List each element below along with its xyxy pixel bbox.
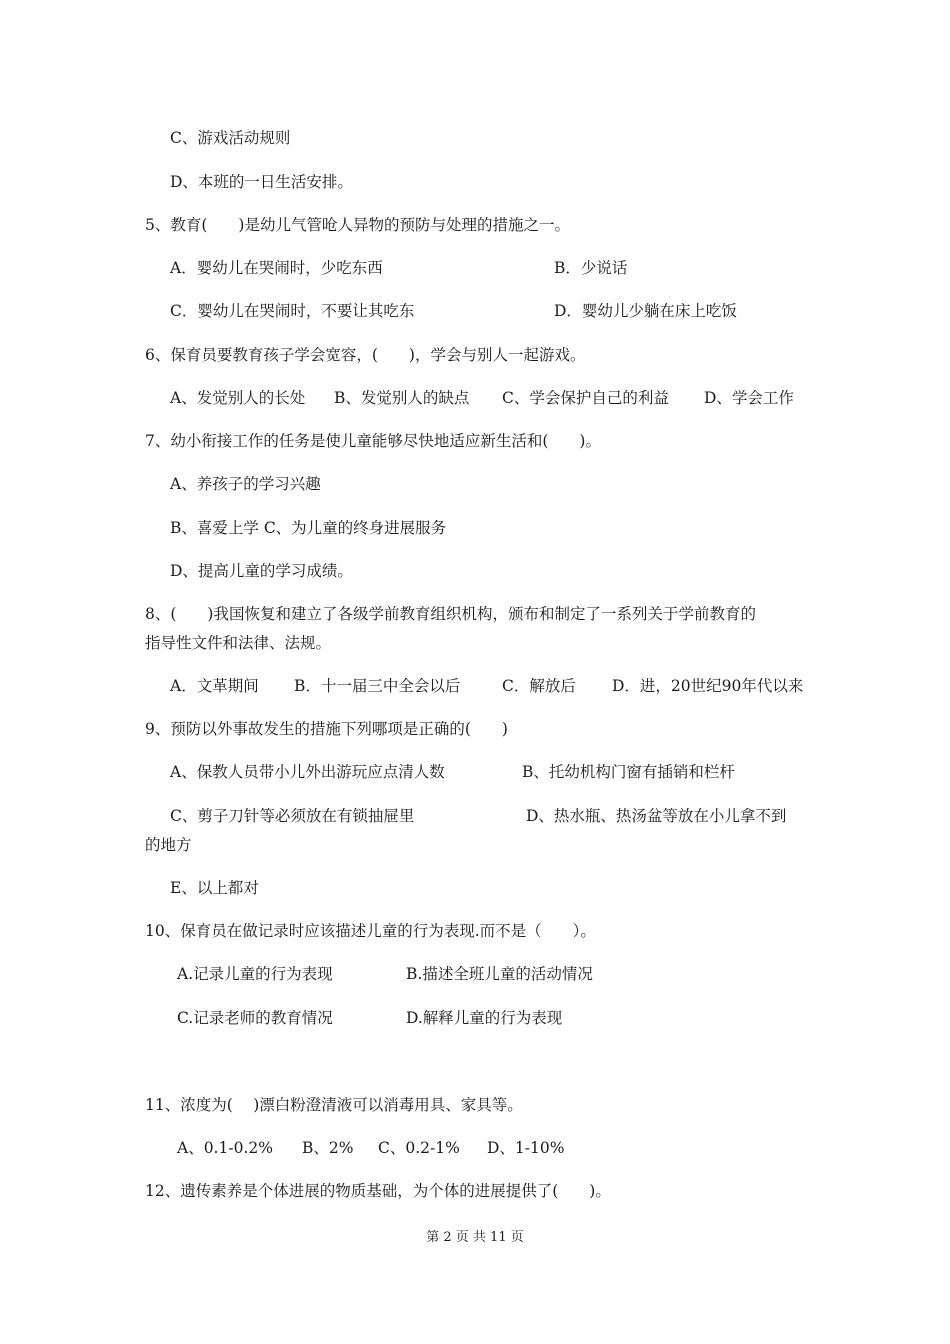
q9-option-a: A、保教人员带小儿外出游玩应点清人数 bbox=[170, 763, 445, 781]
q10-option-a: A.记录儿童的行为表现 bbox=[177, 965, 333, 983]
q7-option-d: D、提高儿童的学习成绩。 bbox=[170, 562, 353, 580]
q12-stem: 12、遗传素养是个体进展的物质基础，为个体的进展提供了( )。 bbox=[145, 1182, 611, 1200]
q9-option-c: C、剪子刀针等必须放在有锁抽屉里 bbox=[170, 807, 415, 825]
q8-option-b: B．十一届三中全会以后 bbox=[294, 677, 461, 695]
q6-option-d: D、学会工作 bbox=[704, 389, 794, 407]
q9-option-d: D、热水瓶、热汤盆等放在小儿拿不到 bbox=[526, 807, 787, 825]
q5-option-c: C．婴幼儿在哭闹时，不要让其吃东 bbox=[170, 302, 415, 320]
q10-option-b: B.描述全班儿童的活动情况 bbox=[406, 965, 593, 983]
page-number: 第 2 页 共 11 页 bbox=[426, 1230, 524, 1245]
q7-stem: 7、幼小衔接工作的任务是使儿童能够尽快地适应新生活和( )。 bbox=[145, 432, 601, 450]
q8-option-a: A．文革期间 bbox=[170, 677, 259, 695]
q6-option-a: A、发觉别人的长处 bbox=[170, 389, 306, 407]
q5-option-b: B．少说话 bbox=[554, 259, 628, 277]
q9-option-b: B、托幼机构门窗有插销和栏杆 bbox=[522, 763, 735, 781]
q9-option-e: E、以上都对 bbox=[170, 879, 259, 897]
q6-stem: 6、保育员要教育孩子学会宽容，( )，学会与别人一起游戏。 bbox=[145, 346, 586, 364]
q4-option-d: D、本班的一日生活安排。 bbox=[170, 173, 353, 191]
q8-stem-line2: 指导性文件和法律、法规。 bbox=[145, 634, 332, 652]
q10-stem: 10、保育员在做记录时应该描述儿童的行为表现.而不是（ ）。 bbox=[145, 922, 596, 940]
q11-option-a: A、0.1-0.2% bbox=[177, 1139, 273, 1157]
q11-option-b: B、2% bbox=[302, 1139, 354, 1157]
q8-stem-line1: 8、( )我国恢复和建立了各级学前教育组织机构，颁布和制定了一系列关于学前教育的 bbox=[145, 605, 756, 623]
q11-option-c: C、0.2-1% bbox=[378, 1139, 460, 1157]
q8-option-c: C．解放后 bbox=[502, 677, 576, 695]
q7-option-a: A、养孩子的学习兴趣 bbox=[170, 475, 321, 493]
q8-option-d: D．进，20世纪90年代以来 bbox=[612, 677, 804, 695]
q9-option-d-cont: 的地方 bbox=[145, 836, 192, 854]
q5-stem: 5、教育( )是幼儿气管呛人异物的预防与处理的措施之一。 bbox=[145, 216, 570, 234]
q11-option-d: D、1-10% bbox=[487, 1139, 565, 1157]
q6-option-c: C、学会保护自己的利益 bbox=[502, 389, 669, 407]
q11-stem: 11、浓度为( )漂白粉澄清液可以消毒用具、家具等。 bbox=[145, 1096, 523, 1114]
q5-option-a: A．婴幼儿在哭闹时，少吃东西 bbox=[170, 259, 383, 277]
q5-option-d: D．婴幼儿少躺在床上吃饭 bbox=[554, 302, 737, 320]
q9-stem: 9、预防以外事故发生的措施下列哪项是正确的( ) bbox=[145, 720, 508, 738]
q10-option-c: C.记录老师的教育情况 bbox=[177, 1009, 333, 1027]
q6-option-b: B、发觉别人的缺点 bbox=[334, 389, 470, 407]
q10-option-d: D.解释儿童的行为表现 bbox=[406, 1009, 563, 1027]
q7-option-b: B、喜爱上学 C、为儿童的终身进展服务 bbox=[170, 519, 447, 537]
q4-option-c: C、游戏活动规则 bbox=[170, 129, 291, 147]
